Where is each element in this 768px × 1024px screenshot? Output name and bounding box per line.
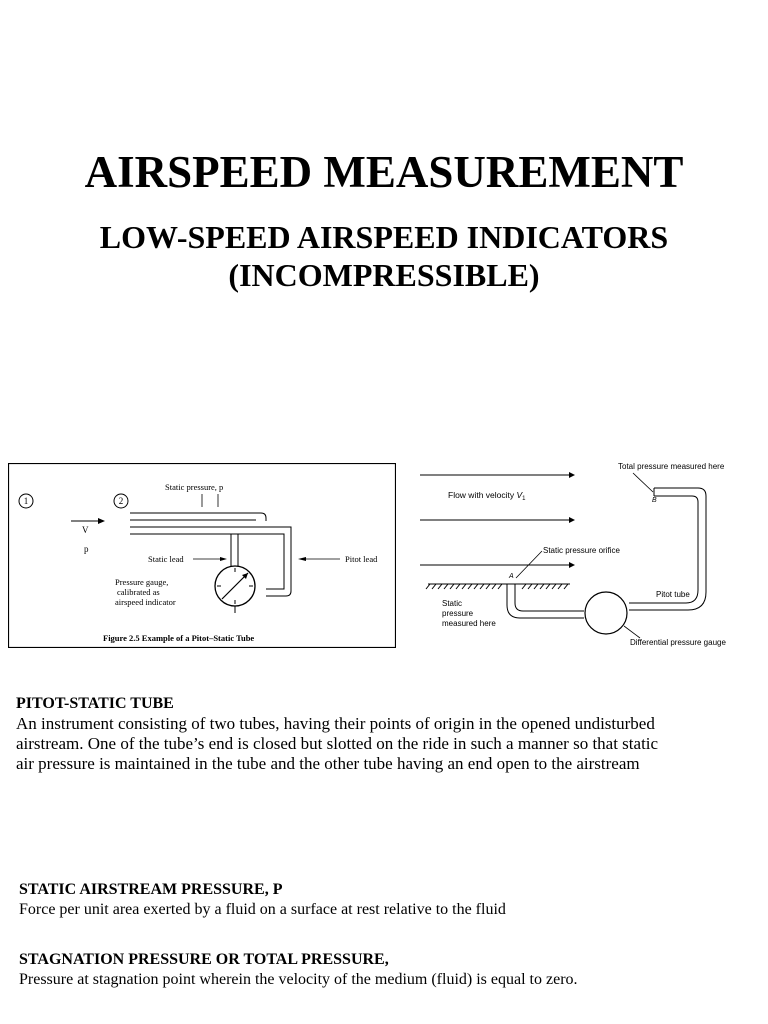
page-title: AIRSPEED MEASUREMENT [84, 147, 684, 197]
section-stagnation-pressure [19, 950, 764, 990]
section-line-1: An instrument consisting of two tubes, having their points of origin in the opened undisturbed [16, 714, 655, 733]
total-pressure-leader [633, 473, 653, 492]
section-heading: STAGNATION PRESSURE OR TOTAL PRESSURE, [19, 951, 389, 968]
page-subtitle [0, 218, 768, 294]
flow-label: Flow with velocity $V_1$ [448, 490, 526, 502]
pitot-static-figure [8, 463, 396, 648]
station-2-label: 2 [118, 496, 124, 506]
section-text: Force per unit area exerted by a fluid on a surface at rest relative to the fluid [19, 901, 506, 918]
section-heading: PITOT-STATIC TUBE [16, 695, 174, 712]
velocity-label: V [82, 525, 89, 535]
section-text: Pressure at stagnation point wherein the velocity of the medium (fluid) is equal to zero. [19, 971, 578, 988]
pitot-tube-figure [418, 452, 760, 652]
section-line-2: airstream. One of the tube’s end is closed but slotted on the ride in such a manner so that static [16, 734, 659, 753]
point-b-label: B [652, 497, 657, 504]
figure-caption: Figure 2.5 Example of a Pitot–Static Tube [103, 633, 255, 643]
differential-gauge-leader [624, 626, 640, 638]
pressure-p-label: p [84, 544, 89, 554]
static-line-tube [507, 584, 584, 618]
section-line-3: air pressure is maintained in the tube and the other tube having an end open to the airstream [16, 754, 640, 773]
velocity-arrowhead [98, 518, 105, 524]
station-1-label: 1 [23, 496, 29, 506]
airspeed-gauge [215, 566, 255, 613]
static-lead-arrowhead [220, 557, 227, 561]
section-heading: STATIC AIRSTREAM PRESSURE, P [19, 881, 283, 898]
subtitle-line-1: LOW-SPEED AIRSPEED INDICATORS [99, 219, 669, 255]
pitot-lead-label: Pitot lead [345, 554, 378, 564]
gauge-label-1: Pressure gauge, [115, 577, 169, 587]
section-static-pressure [19, 880, 764, 920]
static-orifice-label: Static pressure orifice [543, 546, 620, 555]
total-pressure-label: Total pressure measured here [618, 462, 725, 471]
wall-surface [426, 584, 570, 589]
static-pressure-label: Static pressure, p [165, 482, 224, 492]
differential-gauge [585, 592, 627, 634]
section-pitot-static [16, 694, 761, 774]
pitot-tube-label: Pitot tube [656, 590, 690, 599]
static-measured-label-3: measured here [442, 619, 496, 628]
pitot-lead-arrowhead [298, 557, 306, 561]
gauge-label-3: airspeed indicator [115, 597, 176, 607]
static-lead-label: Static lead [148, 554, 184, 564]
static-lead-tube [231, 534, 238, 566]
differential-gauge-label: Differential pressure gauge [630, 638, 726, 647]
static-measured-label-2: pressure [442, 609, 474, 618]
point-a-label: A [509, 573, 514, 580]
gauge-label-2: calibrated as [117, 587, 160, 597]
static-measured-label-1: Static [442, 599, 463, 608]
subtitle-line-2: (INCOMPRESSIBLE) [228, 257, 540, 293]
